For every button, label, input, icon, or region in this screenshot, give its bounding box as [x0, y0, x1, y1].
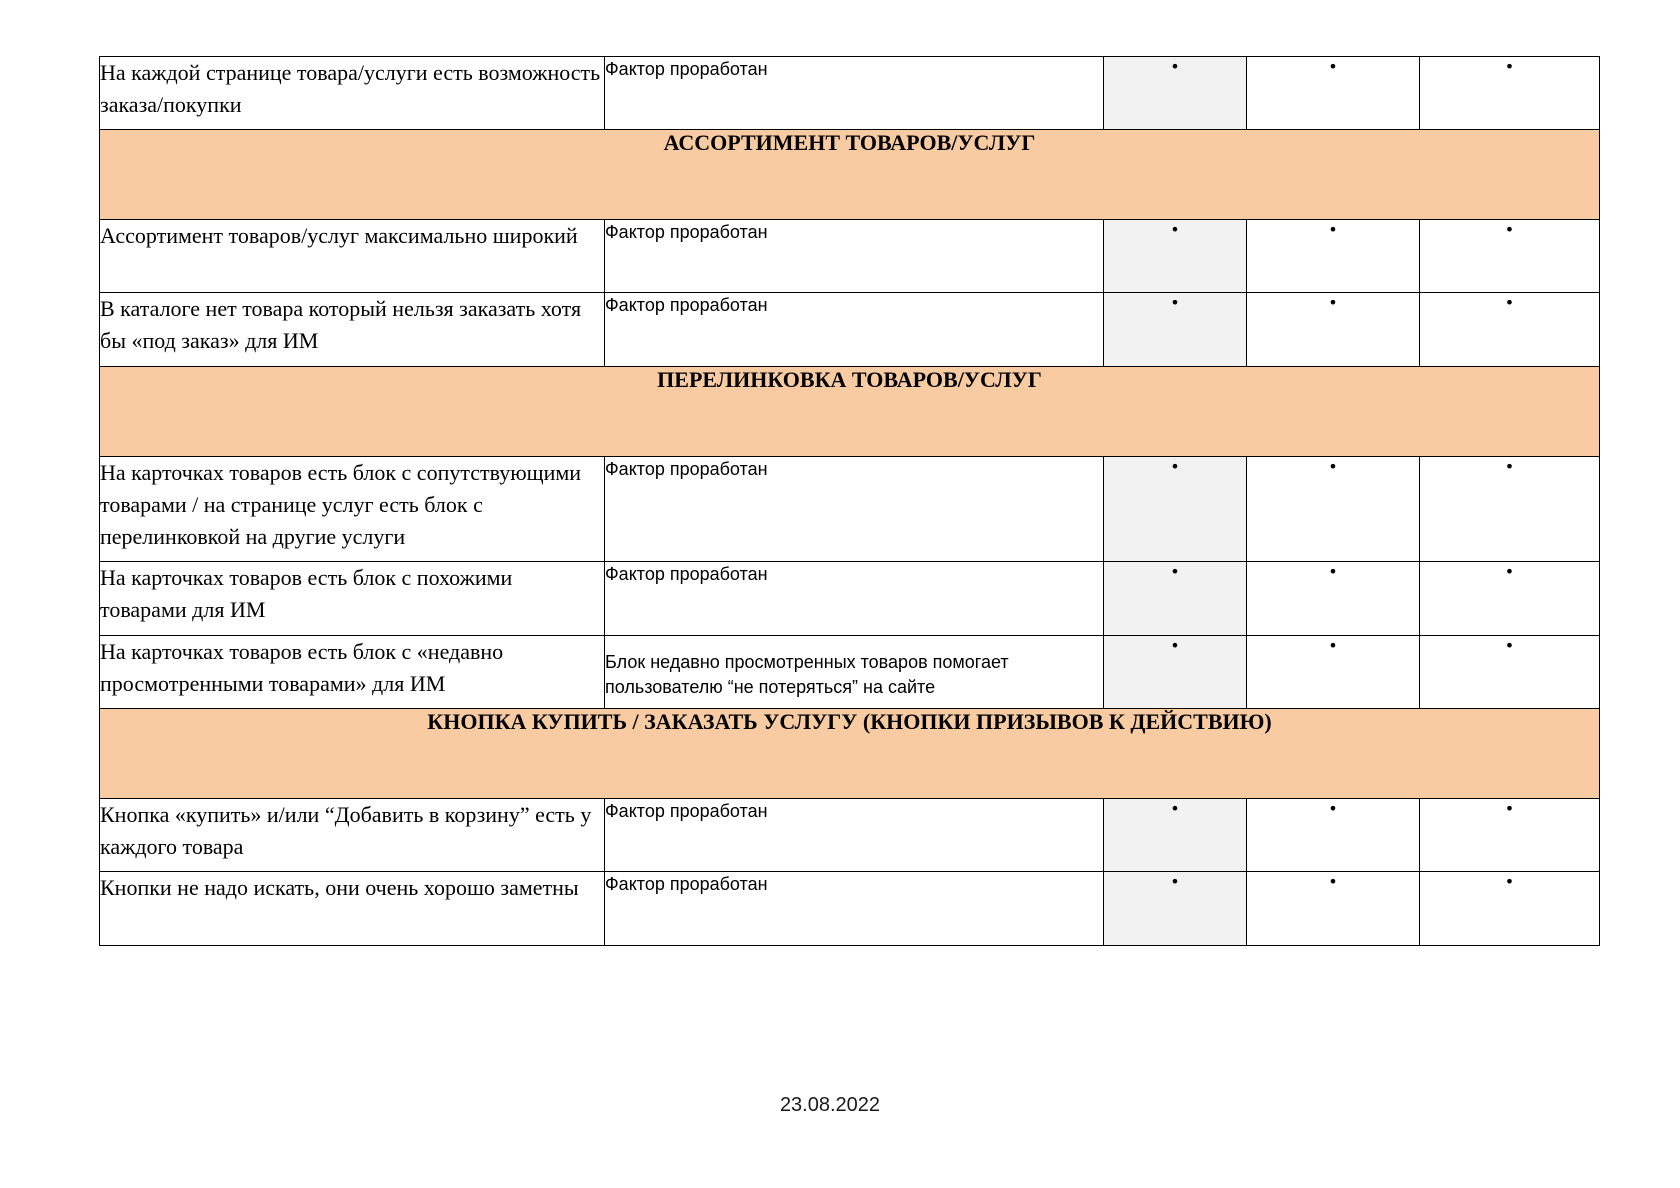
- note-text: Фактор проработан: [605, 220, 1104, 293]
- section-row: [100, 130, 1600, 220]
- status-dot: •: [1420, 636, 1600, 709]
- factor-text: На карточках товаров есть блок с «недавно просмотренными товарами» для ИМ: [100, 636, 605, 709]
- status-dot: •: [1104, 457, 1247, 562]
- status-dot: •: [1420, 220, 1600, 293]
- status-dot: •: [1104, 293, 1247, 367]
- status-dot: •: [1247, 636, 1420, 709]
- table-row: [100, 799, 1600, 872]
- status-dot: •: [1104, 636, 1247, 709]
- table-row: [100, 220, 1600, 293]
- status-dot: •: [1247, 562, 1420, 636]
- section-row: [100, 367, 1600, 457]
- note-text: Фактор проработан: [605, 57, 1104, 130]
- status-dot: •: [1420, 293, 1600, 367]
- note-text: Фактор проработан: [605, 293, 1104, 367]
- factor-text: Кнопка «купить» и/или “Добавить в корзину” есть у каждого товара: [100, 799, 605, 872]
- status-dot: •: [1420, 57, 1600, 130]
- status-dot: •: [1247, 220, 1420, 293]
- table-row: [100, 636, 1600, 709]
- status-dot: •: [1104, 562, 1247, 636]
- status-dot: •: [1247, 457, 1420, 562]
- status-dot: •: [1420, 872, 1600, 946]
- checklist-table: [99, 56, 1600, 946]
- status-dot: •: [1104, 57, 1247, 130]
- status-dot: •: [1247, 293, 1420, 367]
- table-row: [100, 562, 1600, 636]
- status-dot: •: [1104, 799, 1247, 872]
- factor-text: На карточках товаров есть блок с сопутствующими товарами / на странице услуг есть блок с перелинковкой на другие услуги: [100, 457, 605, 562]
- factor-text: На каждой странице товара/услуги есть возможность заказа/покупки: [100, 57, 605, 130]
- factor-text: На карточках товаров есть блок с похожими товарами для ИМ: [100, 562, 605, 636]
- status-dot: •: [1420, 457, 1600, 562]
- status-dot: •: [1104, 872, 1247, 946]
- section-title: ПЕРЕЛИНКОВКА ТОВАРОВ/УСЛУГ: [100, 367, 1600, 457]
- section-row: [100, 709, 1600, 799]
- status-dot: •: [1247, 799, 1420, 872]
- status-dot: •: [1247, 872, 1420, 946]
- note-text: Фактор проработан: [605, 872, 1104, 946]
- table-row: [100, 293, 1600, 367]
- status-dot: •: [1420, 799, 1600, 872]
- factor-text: Кнопки не надо искать, они очень хорошо заметны: [100, 872, 605, 946]
- footer-date: 23.08.2022: [779, 1094, 881, 1116]
- table-row: [100, 872, 1600, 946]
- table-row: [100, 57, 1600, 130]
- factor-text: Ассортимент товаров/услуг максимально широкий: [100, 220, 605, 293]
- section-title: АССОРТИМЕНТ ТОВАРОВ/УСЛУГ: [100, 130, 1600, 220]
- note-text: Фактор проработан: [605, 799, 1104, 872]
- factor-text: В каталоге нет товара который нельзя заказать хотя бы «под заказ» для ИМ: [100, 293, 605, 367]
- status-dot: •: [1247, 57, 1420, 130]
- status-dot: •: [1104, 220, 1247, 293]
- table-row: [100, 457, 1600, 562]
- note-text: Фактор проработан: [605, 457, 1104, 562]
- note-text: Фактор проработан: [605, 562, 1104, 636]
- section-title: КНОПКА КУПИТЬ / ЗАКАЗАТЬ УСЛУГУ (КНОПКИ ПРИЗЫВОВ К ДЕЙСТВИЮ): [100, 709, 1600, 799]
- status-dot: •: [1420, 562, 1600, 636]
- note-text: Блок недавно просмотренных товаров помогает пользователю “не потеряться” на сайте: [605, 636, 1104, 709]
